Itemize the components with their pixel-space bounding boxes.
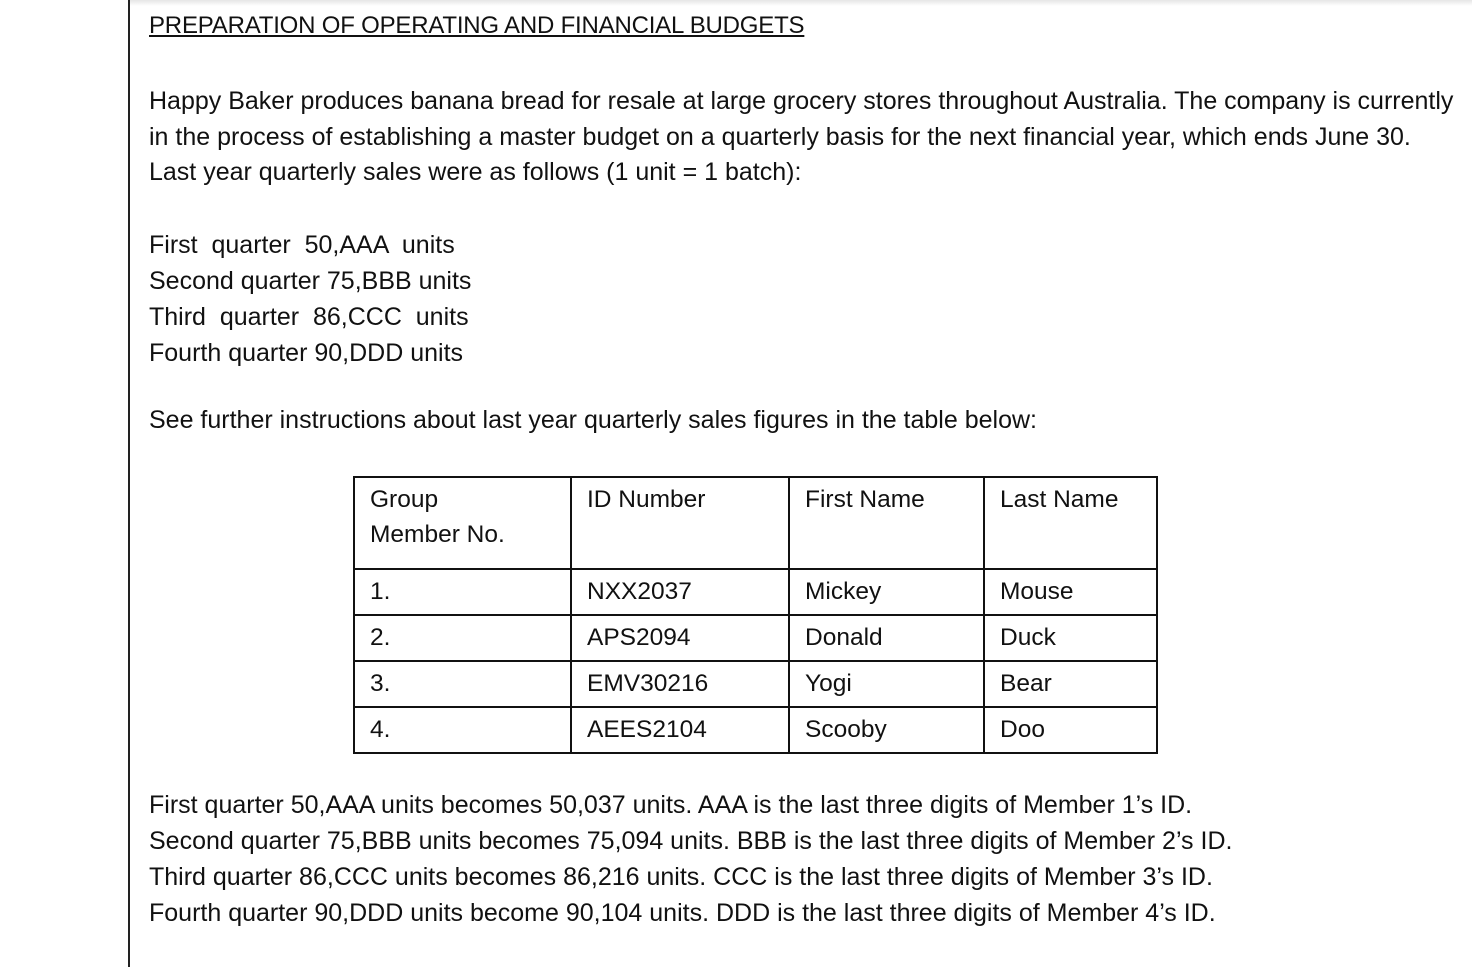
cell-last-name: Bear xyxy=(984,661,1157,707)
header-member-no xyxy=(354,477,571,569)
explanation-line: Third quarter 86,CCC units becomes 86,216 units. CCC is the last three digits of Member 3’s ID. xyxy=(149,863,1213,891)
cell-id-number: NXX2037 xyxy=(571,569,789,615)
header-first-name xyxy=(789,477,984,569)
explanation-list xyxy=(149,787,1232,931)
cell-first-name: Mickey xyxy=(789,569,984,615)
table-row xyxy=(354,615,1157,661)
cell-id-number: AEES2104 xyxy=(571,707,789,753)
cell-member-no: 4. xyxy=(354,707,571,753)
header-last-name xyxy=(984,477,1157,569)
cell-first-name: Donald xyxy=(789,615,984,661)
header-member-no-label: Group Member No. xyxy=(370,486,505,548)
cell-last-name: Mouse xyxy=(984,569,1157,615)
header-first-name-label: First Name xyxy=(805,486,925,513)
table-row xyxy=(354,661,1157,707)
group-members-table xyxy=(353,476,1158,754)
table-header-row xyxy=(354,477,1157,569)
cell-first-name: Scooby xyxy=(789,707,984,753)
table-row xyxy=(354,707,1157,753)
quarter-line: Fourth quarter 90,DDD units xyxy=(149,339,464,367)
cell-id-number: EMV30216 xyxy=(571,661,789,707)
cell-last-name: Duck xyxy=(984,615,1157,661)
cell-member-no: 1. xyxy=(354,569,571,615)
header-last-name-label: Last Name xyxy=(1000,486,1119,513)
header-id-number xyxy=(571,477,789,569)
explanation-line: First quarter 50,AAA units becomes 50,037 units. AAA is the last three digits of Member 1’s ID. xyxy=(149,791,1193,819)
intro-paragraph: Happy Baker produces banana bread for resale at large grocery stores throughout Australia. The company is currently in the process of establishing a master budget on a quarterly basis for the next financial year, which ends June 30. Last year quarterly sales were as follows (1 unit = 1 batch): xyxy=(149,87,1454,186)
quarter-line: Third quarter 86,CCC units xyxy=(149,303,469,331)
quarterly-sales-list xyxy=(149,227,471,371)
document-title: PREPARATION OF OPERATING AND FINANCIAL BUDGETS xyxy=(149,12,805,39)
cell-member-no: 2. xyxy=(354,615,571,661)
explanation-line: Second quarter 75,BBB units becomes 75,094 units. BBB is the last three digits of Member 2’s ID. xyxy=(149,827,1233,855)
page-margin-rule xyxy=(128,0,130,967)
cell-first-name: Yogi xyxy=(789,661,984,707)
header-id-number-label: ID Number xyxy=(587,486,706,513)
table-row xyxy=(354,569,1157,615)
cell-last-name: Doo xyxy=(984,707,1157,753)
cell-member-no: 3. xyxy=(354,661,571,707)
instruction-text: See further instructions about last year quarterly sales figures in the table below: xyxy=(149,406,1037,434)
explanation-line: Fourth quarter 90,DDD units become 90,104 units. DDD is the last three digits of Member 4’s ID. xyxy=(149,899,1216,927)
page-top-shadow xyxy=(130,0,1472,6)
quarter-line: Second quarter 75,BBB units xyxy=(149,267,472,295)
cell-id-number: APS2094 xyxy=(571,615,789,661)
quarter-line: First quarter 50,AAA units xyxy=(149,231,455,259)
